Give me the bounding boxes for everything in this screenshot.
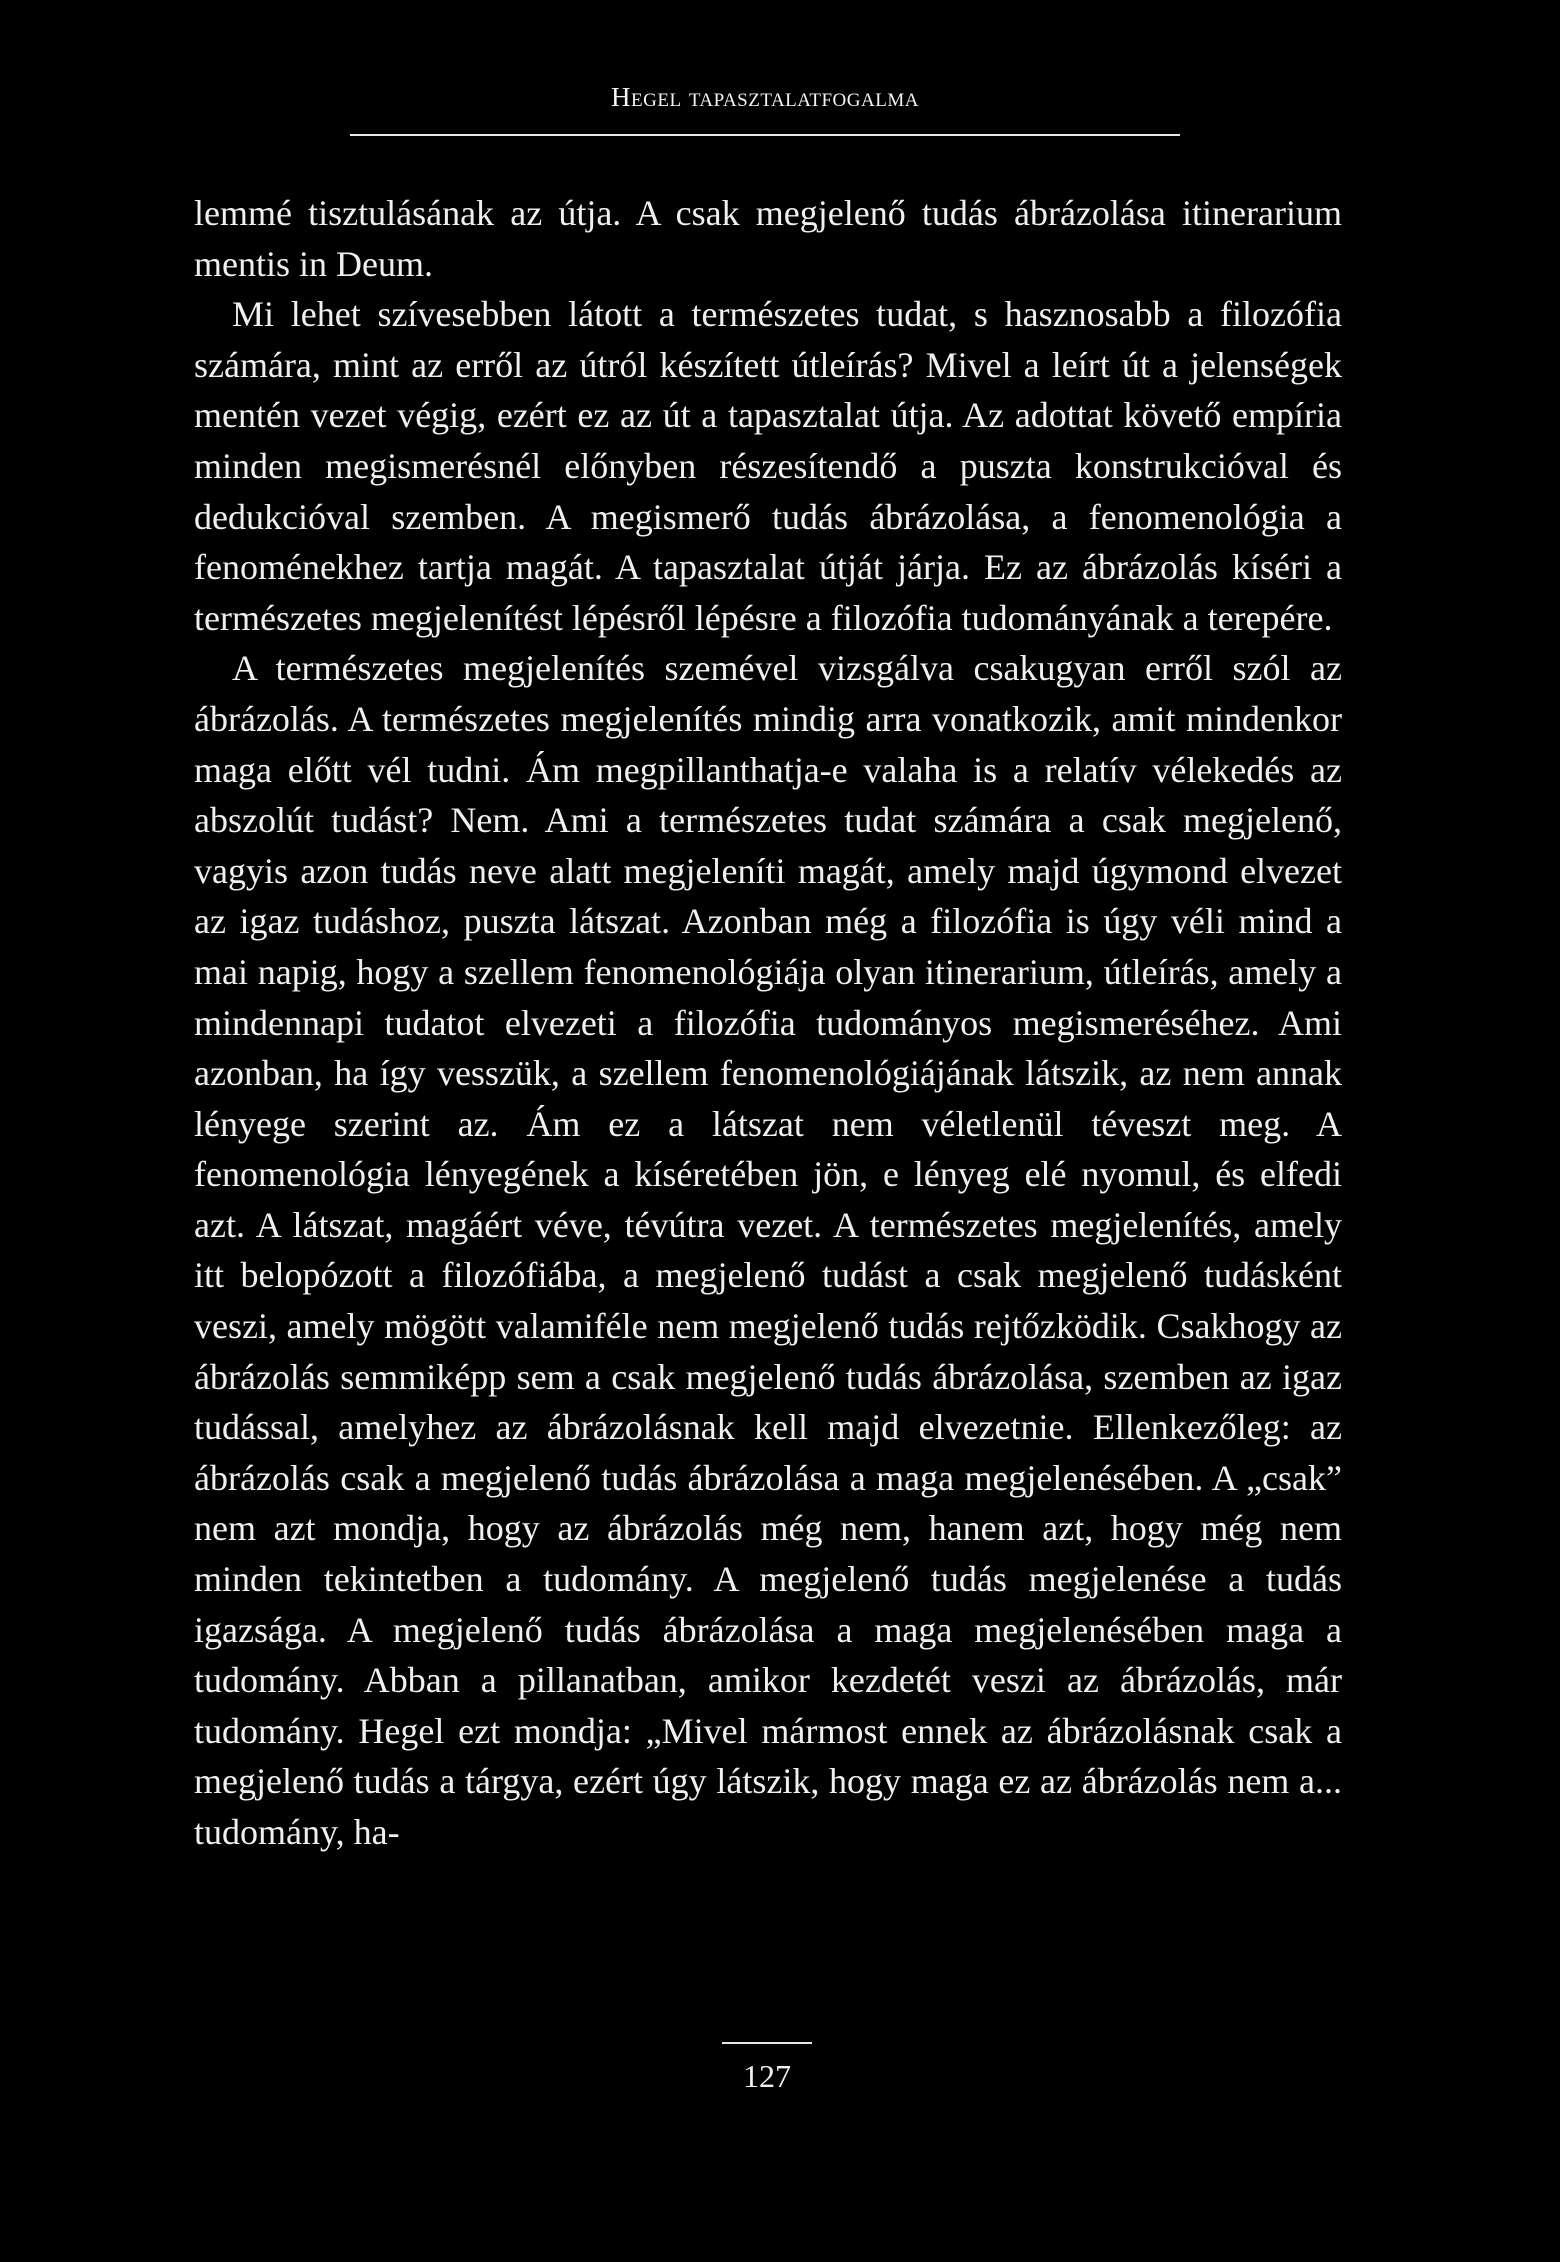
paragraph-2: Mi lehet szívesebben látott a természetes tudat, s hasznosabb a filozófia számára, mint az erről az útról készített útleírás? Mivel a leírt út a jelenségek mentén vezet végig, ezért ez az út a tapasztalat útja. Az adottat követő empíria minden megismerésnél előnyben részesítendő a puszta konstrukcióval és dedukcióval szemben. A megismerő tudás ábrázolása, a fenomenológia a fenoménekhez tartja magát. A tapasztalat útját járja. Ez az ábrázolás kíséri a természetes megjelenítést lépésről lépésre a filozófia tudományának a terepére. — [194, 294, 1342, 638]
paragraph-3: A természetes megjelenítés szemével vizsgálva csakugyan erről szól az ábrázolás. A természetes megjelenítés mindig arra vonatkozik, amit mindenkor maga előtt vél tudni. Ám megpillanthatja-e valaha is a relatív vélekedés az abszolút tudást? Nem. Ami a természetes tudat számára a csak megjelenő, vagyis azon tudás neve alatt megjeleníti magát, amely majd úgymond elvezet az igaz tudáshoz, puszta látszat. Azonban még a filozófia is úgy véli mind a mai napig, hogy a szellem fenomenológiája olyan itinerarium, útleírás, amely a mindennapi tudatot elvezeti a filozófia tudományos megismeréséhez. Ami azonban, ha így vesszük, a szellem fenomenológiájának látszik, az nem annak lényege szerint az. Ám ez a látszat nem véletlenül téveszt meg. A fenomenológia lényegének a kíséretében jön, e lényeg elé nyomul, és elfedi azt. A látszat, magáért véve, tévútra vezet. A természetes megjelenítés, amely itt belopózott a filozófiába, a megjelenő tudást a csak megjelenő tudásként veszi, amely mögött valamiféle nem megjelenő tudás rejtőzködik. Csakhogy az ábrázolás semmiképp sem a csak megjelenő tudás ábrázolása, szemben az igaz tudással, amelyhez az ábrázolásnak kell majd elvezetnie. Ellenkezőleg: az ábrázolás csak a megjelenő tudás ábrázolása a maga megjelenésében. A „csak” nem azt mondja, hogy az ábrázolás még nem, hanem azt, hogy még nem minden tekintetben a tudomány. A megjelenő tudás megjelenése a tudás igazsága. A megjelenő tudás ábrázolása a maga megjelenésében maga a tudomány. Abban a pillanatban, amikor kezdetét veszi az ábrázolás, már tudomány. Hegel ezt mondja: „Mivel mármost ennek az ábrázolásnak csak a megjelenő tudás a tárgya, ezért úgy látszik, hogy maga ez az ábrázolás nem a... tudomány, ha- — [194, 648, 1342, 1852]
page-body — [194, 188, 1342, 1858]
footer-divider — [722, 2042, 812, 2044]
header-divider — [350, 134, 1180, 136]
paragraph-1: lemmé tisztulásának az útja. A csak megjelenő tudás ábrázolása itinerarium mentis in Deum. — [194, 193, 1342, 284]
running-head: Hegel tapasztalatfogalma — [611, 82, 919, 112]
page-number: 127 — [743, 2058, 791, 2094]
